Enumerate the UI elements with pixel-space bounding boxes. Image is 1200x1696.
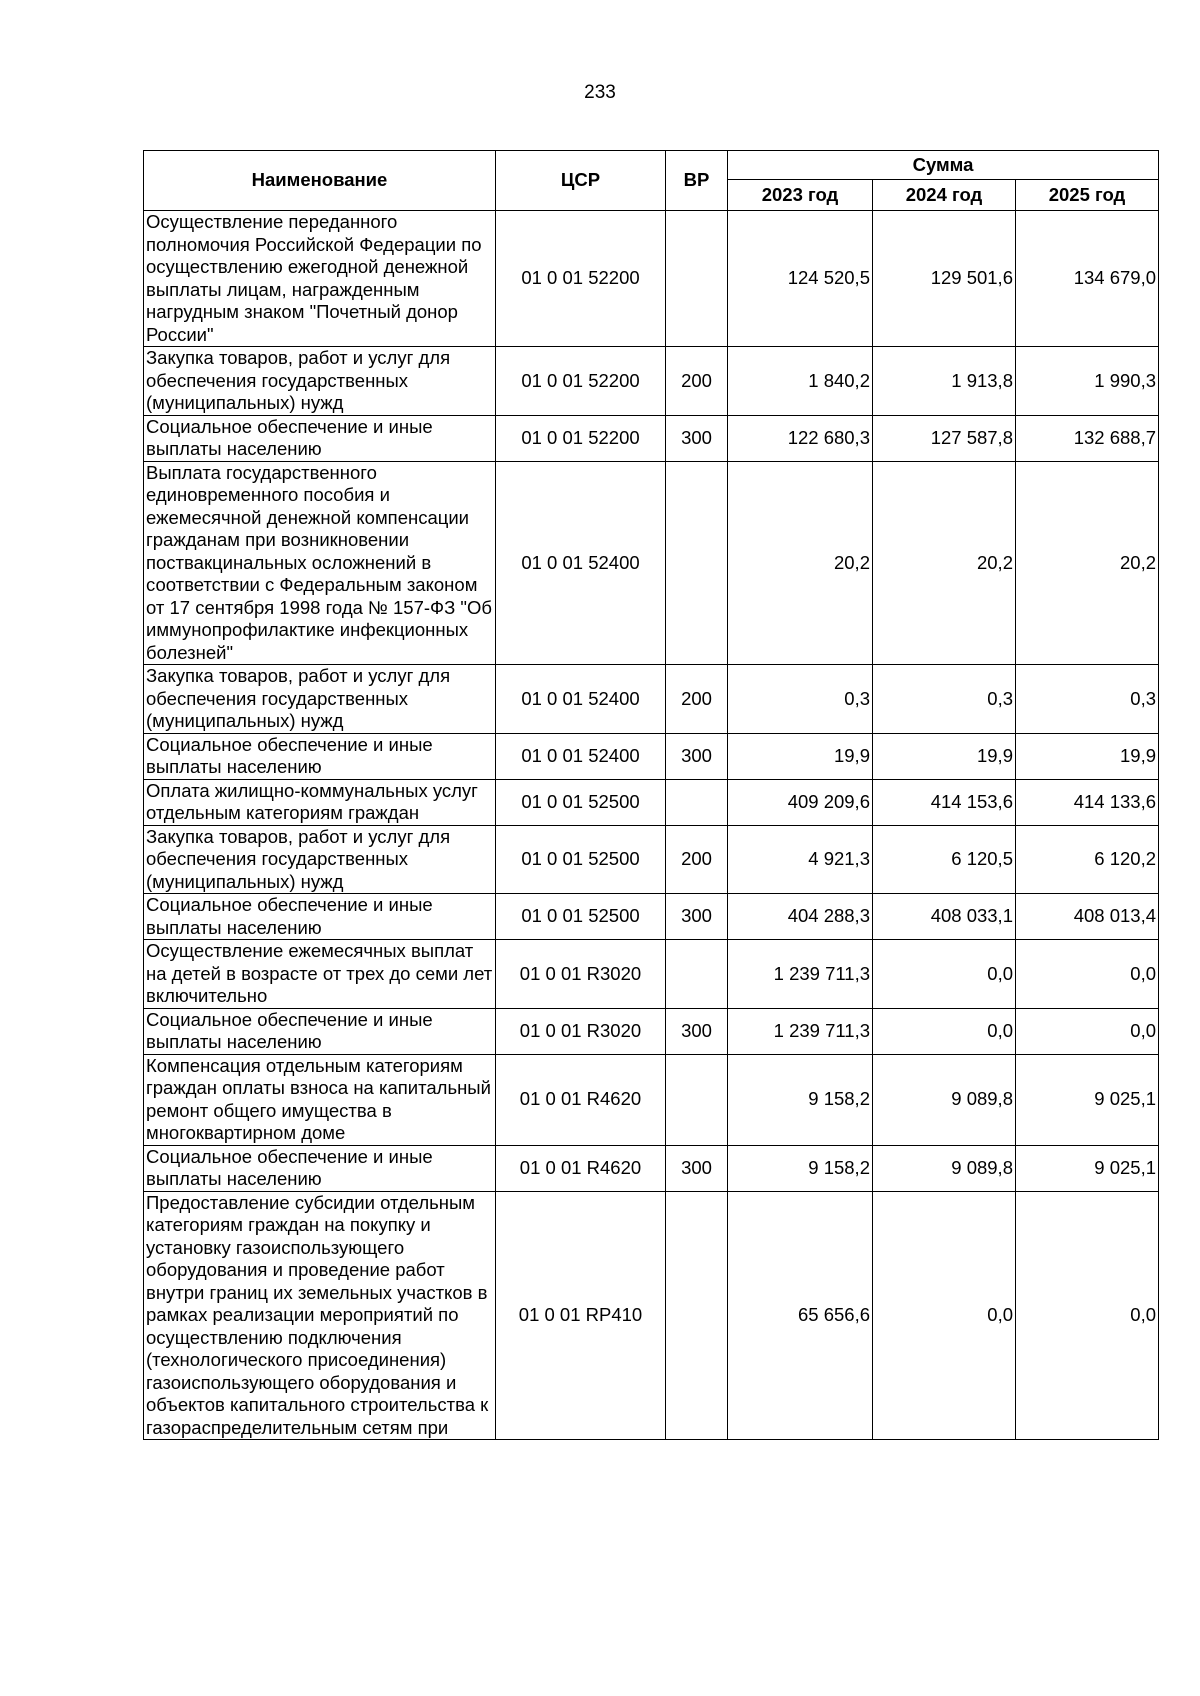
row-vr: 300 [666,1145,728,1191]
row-amount-2024: 19,9 [873,733,1016,779]
row-vr: 200 [666,665,728,734]
table-header [144,151,1159,211]
row-amount-2023: 9 158,2 [728,1145,873,1191]
row-csr: 01 0 01 52200 [496,211,666,347]
row-csr: 01 0 01 RP410 [496,1191,666,1440]
header-year-2023: 2023 год [728,180,873,211]
header-vr: ВР [666,151,728,211]
row-amount-2024: 0,3 [873,665,1016,734]
row-name: Осуществление ежемесячных выплат на детей в возрасте от трех до семи лет включительно [144,940,496,1009]
row-vr [666,779,728,825]
row-amount-2023: 404 288,3 [728,894,873,940]
row-vr [666,211,728,347]
row-vr: 300 [666,415,728,461]
table-row [144,894,1159,940]
row-amount-2024: 127 587,8 [873,415,1016,461]
row-amount-2024: 0,0 [873,1191,1016,1440]
row-csr: 01 0 01 R4620 [496,1054,666,1145]
row-amount-2023: 1 239 711,3 [728,940,873,1009]
page-number: 233 [584,82,616,103]
row-vr [666,461,728,665]
header-year-2024: 2024 год [873,180,1016,211]
row-amount-2025: 6 120,2 [1016,825,1159,894]
row-name: Социальное обеспечение и иные выплаты населению [144,1145,496,1191]
row-amount-2025: 134 679,0 [1016,211,1159,347]
row-amount-2024: 20,2 [873,461,1016,665]
row-csr: 01 0 01 52400 [496,733,666,779]
row-amount-2023: 4 921,3 [728,825,873,894]
row-amount-2023: 65 656,6 [728,1191,873,1440]
row-amount-2025: 20,2 [1016,461,1159,665]
row-name: Закупка товаров, работ и услуг для обеспечения государственных (муниципальных) нужд [144,665,496,734]
row-amount-2024: 0,0 [873,1008,1016,1054]
table-row [144,461,1159,665]
row-name: Предоставление субсидии отдельным категориям граждан на покупку и установку газоиспользующего оборудования и проведение работ внутри границ их земельных участков в рамках реализации мероприятий по осуществлению подключения (технологического присоединения) газоиспользующего оборудования и объектов капитального строительства к газораспределительным сетям при [144,1191,496,1440]
row-csr: 01 0 01 R3020 [496,940,666,1009]
row-amount-2023: 20,2 [728,461,873,665]
row-amount-2024: 414 153,6 [873,779,1016,825]
row-amount-2023: 409 209,6 [728,779,873,825]
table-row [144,211,1159,347]
row-amount-2025: 9 025,1 [1016,1145,1159,1191]
row-vr: 200 [666,347,728,416]
header-name: Наименование [144,151,496,211]
row-amount-2025: 0,0 [1016,1191,1159,1440]
row-name: Социальное обеспечение и иные выплаты населению [144,894,496,940]
row-vr [666,1191,728,1440]
table-row [144,940,1159,1009]
header-sum: Сумма [728,151,1159,180]
row-csr: 01 0 01 R3020 [496,1008,666,1054]
header-csr: ЦСР [496,151,666,211]
row-vr [666,940,728,1009]
table-row [144,1008,1159,1054]
row-amount-2025: 1 990,3 [1016,347,1159,416]
row-csr: 01 0 01 52500 [496,894,666,940]
row-amount-2025: 0,0 [1016,1008,1159,1054]
row-amount-2023: 1 239 711,3 [728,1008,873,1054]
budget-table [143,150,1159,1440]
row-amount-2025: 132 688,7 [1016,415,1159,461]
table-row [144,1145,1159,1191]
row-name: Социальное обеспечение и иные выплаты населению [144,1008,496,1054]
row-amount-2023: 0,3 [728,665,873,734]
row-amount-2024: 408 033,1 [873,894,1016,940]
row-amount-2023: 9 158,2 [728,1054,873,1145]
row-amount-2024: 6 120,5 [873,825,1016,894]
header-year-2025: 2025 год [1016,180,1159,211]
table-row [144,1191,1159,1440]
row-amount-2025: 0,3 [1016,665,1159,734]
row-csr: 01 0 01 52500 [496,779,666,825]
table-row [144,779,1159,825]
row-amount-2024: 9 089,8 [873,1054,1016,1145]
table-body [144,211,1159,1440]
row-amount-2024: 129 501,6 [873,211,1016,347]
row-vr [666,1054,728,1145]
row-vr: 300 [666,1008,728,1054]
table-row [144,1054,1159,1145]
row-amount-2024: 9 089,8 [873,1145,1016,1191]
row-vr: 300 [666,733,728,779]
table-row [144,733,1159,779]
table-row [144,665,1159,734]
row-amount-2024: 1 913,8 [873,347,1016,416]
row-amount-2025: 9 025,1 [1016,1054,1159,1145]
row-name: Выплата государственного единовременного пособия и ежемесячной денежной компенсации гражданам при возникновении поствакцинальных осложнений в соответствии с Федеральным законом от 17 сентября 1998 года № 157-ФЗ "Об иммунопрофилактике инфекционных болезней" [144,461,496,665]
row-csr: 01 0 01 52200 [496,347,666,416]
row-amount-2025: 0,0 [1016,940,1159,1009]
table-row [144,347,1159,416]
row-name: Социальное обеспечение и иные выплаты населению [144,733,496,779]
row-name: Закупка товаров, работ и услуг для обеспечения государственных (муниципальных) нужд [144,825,496,894]
table-row [144,415,1159,461]
row-vr: 300 [666,894,728,940]
row-csr: 01 0 01 52500 [496,825,666,894]
table-row [144,825,1159,894]
row-name: Оплата жилищно-коммунальных услуг отдельным категориям граждан [144,779,496,825]
row-amount-2023: 1 840,2 [728,347,873,416]
row-csr: 01 0 01 52200 [496,415,666,461]
row-name: Закупка товаров, работ и услуг для обеспечения государственных (муниципальных) нужд [144,347,496,416]
row-amount-2025: 19,9 [1016,733,1159,779]
row-name: Социальное обеспечение и иные выплаты населению [144,415,496,461]
row-amount-2023: 122 680,3 [728,415,873,461]
row-csr: 01 0 01 52400 [496,665,666,734]
row-csr: 01 0 01 52400 [496,461,666,665]
row-amount-2024: 0,0 [873,940,1016,1009]
row-amount-2025: 414 133,6 [1016,779,1159,825]
row-name: Осуществление переданного полномочия Российской Федерации по осуществлению ежегодной денежной выплаты лицам, награжденным нагрудным знаком "Почетный донор России" [144,211,496,347]
row-vr: 200 [666,825,728,894]
row-name: Компенсация отдельным категориям граждан оплаты взноса на капитальный ремонт общего имущества в многоквартирном доме [144,1054,496,1145]
row-amount-2023: 19,9 [728,733,873,779]
row-csr: 01 0 01 R4620 [496,1145,666,1191]
row-amount-2023: 124 520,5 [728,211,873,347]
row-amount-2025: 408 013,4 [1016,894,1159,940]
